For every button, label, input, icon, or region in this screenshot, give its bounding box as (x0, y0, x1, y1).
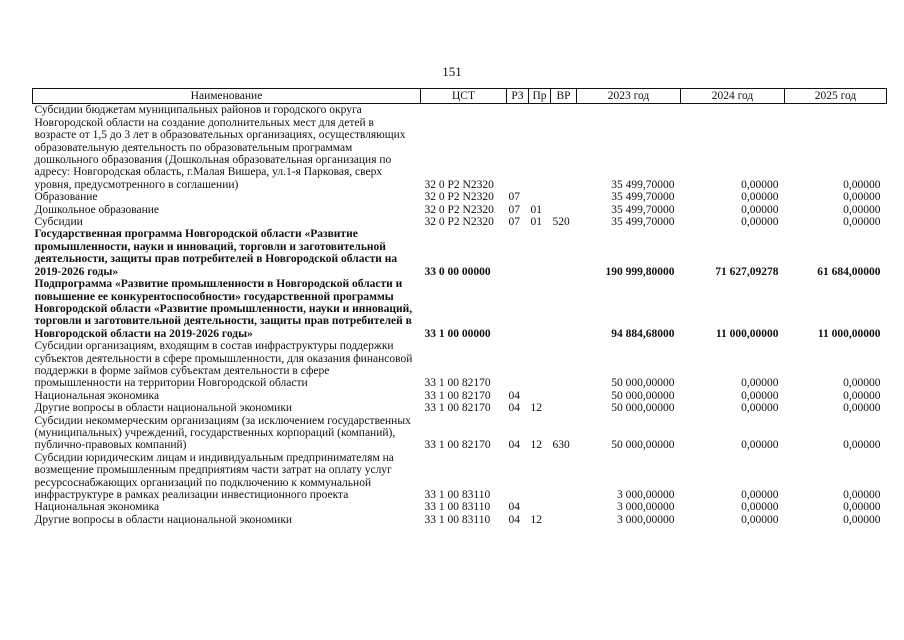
table-row (33, 402, 887, 414)
row-name: Субсидии бюджетам муниципальных районов и городского округа Новгородской области на создание дополнительных мест для детей в возрасте от 1,5 до 3 лет в образовательных организациях, осуществляющих образовательную деятельность по образовательным программам дошкольного образования (Дошкольная образовательная организация по адресу: Новгородская область, г.Малая Вишера, ул.1-я Парковая, сверх уровня, предусмотренного в соглашении) (34, 104, 406, 191)
row-rz (507, 452, 529, 502)
header-name: Наименование (33, 89, 421, 104)
row-name: Национальная экономика (34, 389, 160, 402)
row-vr (551, 514, 577, 526)
row-vr (551, 204, 577, 216)
row-2024: 0,00000 (741, 216, 779, 229)
row-cst: 33 1 00 82170 (424, 402, 491, 415)
row-2025: 0,00000 (843, 402, 881, 415)
table-row (33, 390, 887, 402)
page-number: 151 (442, 64, 462, 79)
row-2025: 11 000,00000 (817, 327, 881, 340)
row-2025: 0,00000 (843, 389, 881, 402)
row-2024: 71 627,09278 (715, 265, 779, 278)
row-2023: 35 499,70000 (611, 191, 675, 204)
row-rz: 07 (508, 191, 520, 204)
row-rz (507, 228, 529, 278)
table-row (33, 191, 887, 203)
table-row (33, 216, 887, 228)
row-pr (529, 340, 551, 390)
row-vr (551, 390, 577, 402)
row-2024: 0,00000 (741, 178, 779, 191)
row-rz: 04 (508, 389, 520, 402)
row-2025: 0,00000 (843, 178, 881, 191)
table-header (33, 89, 887, 104)
row-vr (551, 278, 577, 340)
row-2024: 0,00000 (741, 389, 779, 402)
row-2024: 0,00000 (741, 501, 779, 514)
row-name: Подпрограмма «Развитие промышленности в Новгородской области и повышение ее конкурентоспособности» государственной программы Новгородской области «Развитие промышленности, науки и инноваций, торговли и заготовительной деятельности, защиты прав потребителей в Новгородской области на 2019-2026 годы» (34, 278, 413, 340)
row-rz (507, 340, 529, 390)
row-pr: 01 (530, 216, 542, 229)
row-2024: 0,00000 (741, 489, 779, 501)
table-row (33, 452, 887, 502)
row-cst: 33 1 00 83110 (424, 489, 491, 501)
row-2025: 61 684,00000 (817, 265, 881, 278)
row-name: Другие вопросы в области национальной экономики (34, 402, 293, 415)
row-2023: 50 000,00000 (611, 402, 675, 415)
row-pr (529, 452, 551, 502)
row-2025: 0,00000 (843, 489, 881, 501)
row-pr (529, 228, 551, 278)
row-name: Субсидии юридическим лицам и индивидуальным предпринимателям на возмещение промышленным предприятиям части затрат на оплату услуг ресурсоснабжающих организаций по подключению к коммунальной инфраструктуре в рамках реализации инвестиционного проекта (34, 451, 394, 501)
row-pr: 12 (530, 439, 542, 452)
header-vr: ВР (551, 89, 577, 104)
row-2024: 0,00000 (741, 191, 779, 204)
row-rz: 07 (508, 216, 520, 229)
table-row (33, 514, 887, 526)
row-vr: 630 (552, 439, 570, 452)
row-cst: 33 1 00 82170 (424, 389, 491, 402)
row-2025: 0,00000 (843, 191, 881, 204)
row-pr: 01 (530, 203, 542, 216)
row-name: Образование (34, 191, 98, 204)
row-pr (529, 104, 551, 191)
row-2023: 3 000,00000 (617, 501, 675, 514)
row-2023: 3 000,00000 (617, 489, 675, 501)
row-2025: 0,00000 (843, 203, 881, 216)
table-row (33, 415, 887, 452)
row-name: Национальная экономика (34, 501, 160, 514)
row-cst: 32 0 P2 N2320 (424, 203, 494, 216)
row-2023: 35 499,70000 (611, 216, 675, 229)
row-2023: 50 000,00000 (611, 389, 675, 402)
row-cst: 33 1 00 82170 (424, 439, 491, 452)
row-2024: 0,00000 (741, 513, 779, 526)
row-2023: 50 000,00000 (611, 377, 675, 390)
row-name: Дошкольное образование (34, 203, 160, 216)
header-2025: 2025 год (785, 89, 887, 104)
row-vr (551, 501, 577, 513)
row-cst: 33 1 00 83110 (424, 513, 491, 526)
row-vr (551, 228, 577, 278)
row-cst: 32 0 P2 N2320 (424, 178, 494, 191)
row-pr (529, 191, 551, 203)
row-rz (507, 104, 529, 191)
row-name: Субсидии некоммерческим организациям (за исключением государственных (муниципальных) учреждений, государственных корпораций (компаний), публично-правовых компаний) (34, 414, 411, 452)
row-name: Субсидии (34, 216, 83, 229)
row-vr (551, 191, 577, 203)
table-body (33, 104, 887, 526)
row-2025: 0,00000 (843, 501, 881, 514)
row-cst: 33 1 00 00000 (424, 327, 491, 340)
row-2024: 11 000,00000 (715, 327, 779, 340)
row-rz: 07 (508, 203, 520, 216)
header-rz: РЗ (507, 89, 529, 104)
row-name: Государственная программа Новгородской области «Развитие промышленности, науки и инноваций, торговли и заготовительной деятельности, защиты прав потребителей в Новгородской области на 2019-2026 годы» (34, 228, 398, 278)
row-rz: 04 (508, 439, 520, 452)
row-2023: 190 999,80000 (605, 265, 675, 278)
row-2024: 0,00000 (741, 402, 779, 415)
row-2025: 0,00000 (843, 377, 881, 390)
row-rz: 04 (508, 402, 520, 415)
row-2023: 3 000,00000 (617, 513, 675, 526)
table-row (33, 501, 887, 513)
header-pr: Пр (529, 89, 551, 104)
table-row (33, 340, 887, 390)
row-2023: 94 884,68000 (611, 327, 675, 340)
row-vr (551, 452, 577, 502)
table-row (33, 204, 887, 216)
row-2023: 50 000,00000 (611, 439, 675, 452)
budget-table (32, 88, 887, 526)
row-vr (551, 402, 577, 414)
row-vr (551, 340, 577, 390)
row-cst: 33 0 00 00000 (424, 265, 491, 278)
row-cst: 33 1 00 82170 (424, 377, 491, 390)
row-rz: 04 (508, 513, 520, 526)
table-row (33, 104, 887, 191)
row-name: Субсидии организациям, входящим в состав инфраструктуры поддержки субъектов деятельности в сфере промышленности, для оказания финансовой поддержки в форме займов субъектам деятельности в сфере промышленности на территории Новгородской области (34, 340, 413, 390)
row-cst: 32 0 P2 N2320 (424, 216, 494, 229)
row-pr (529, 390, 551, 402)
row-pr: 12 (530, 402, 542, 415)
row-2023: 35 499,70000 (611, 203, 675, 216)
row-2025: 0,00000 (843, 216, 881, 229)
table-row (33, 228, 887, 278)
header-2024: 2024 год (681, 89, 785, 104)
row-rz (507, 278, 529, 340)
row-pr: 12 (530, 513, 542, 526)
row-2023: 35 499,70000 (611, 178, 675, 191)
row-2024: 0,00000 (741, 439, 779, 452)
row-2024: 0,00000 (741, 377, 779, 390)
header-row (33, 89, 887, 104)
row-2024: 0,00000 (741, 203, 779, 216)
row-name: Другие вопросы в области национальной экономики (34, 513, 293, 526)
header-cst: ЦСТ (421, 89, 507, 104)
row-pr (529, 278, 551, 340)
row-rz: 04 (508, 501, 520, 514)
row-vr: 520 (552, 216, 570, 229)
row-2025: 0,00000 (843, 513, 881, 526)
header-2023: 2023 год (577, 89, 681, 104)
row-vr (551, 104, 577, 191)
row-cst: 32 0 P2 N2320 (424, 191, 494, 204)
row-pr (529, 501, 551, 513)
table-row (33, 278, 887, 340)
row-2025: 0,00000 (843, 439, 881, 452)
row-cst: 33 1 00 83110 (424, 501, 491, 514)
